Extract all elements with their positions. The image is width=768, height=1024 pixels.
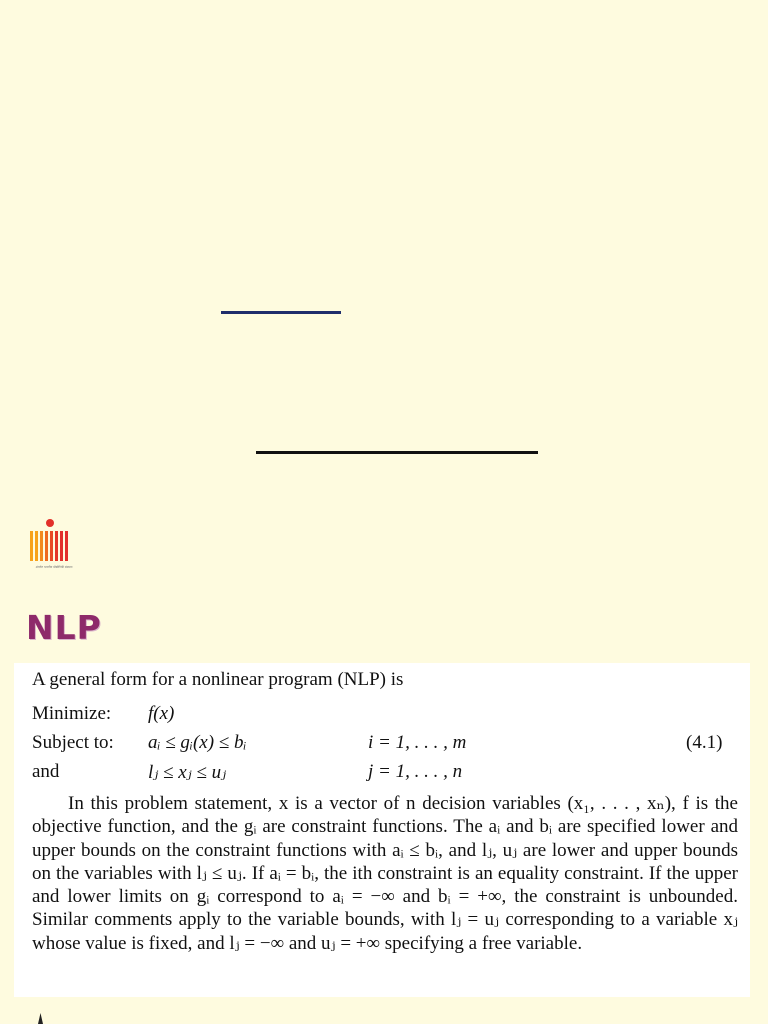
- row-expression: aᵢ ≤ gᵢ(x) ≤ bᵢ: [148, 732, 247, 753]
- equation-number: (4.1): [686, 732, 723, 753]
- bottom-marker-icon: [38, 1013, 43, 1024]
- logo-caption: अंतर्गत भारतीय प्रौद्योगिकी संस्थान: [35, 565, 73, 569]
- row-expression: lⱼ ≤ xⱼ ≤ uⱼ: [148, 762, 227, 783]
- top-divider-long: [256, 451, 538, 454]
- row-index-range: j = 1, . . . , n: [368, 761, 463, 782]
- row-label: Subject to:: [32, 732, 114, 753]
- explanation-paragraph: In this problem statement, x is a vector of n decision variables (x₁, . . . , xₙ), f is the objective function, and the gᵢ are constraint functions. The aᵢ and bᵢ are specified lower and upper bounds on the constraint functions with aᵢ ≤ bᵢ, and lⱼ, uⱼ are lower and upper bounds on the variables with lⱼ ≤ uⱼ. If aᵢ = bᵢ, the ith constraint is an equality constraint. If the upper and lower limits on gᵢ correspond to aᵢ = −∞ and bᵢ = +∞, the constraint is unbounded. Similar comments apply to the variable bounds, with lⱼ = uⱼ corresponding to a variable xⱼ whose value is fixed, and lⱼ = −∞ and uⱼ = +∞ specifying a free variable.: [32, 793, 738, 954]
- intro-text: A general form for a nonlinear program (NLP) is: [32, 669, 404, 690]
- institute-logo-icon: [30, 519, 74, 579]
- nlp-definition-panel: [14, 663, 750, 997]
- row-label: Minimize:: [32, 703, 112, 724]
- top-divider-short: [221, 311, 341, 314]
- row-expression: f(x): [148, 703, 175, 724]
- page-heading: NLP: [26, 608, 102, 647]
- row-label: and: [32, 761, 60, 782]
- row-index-range: i = 1, . . . , m: [368, 732, 467, 753]
